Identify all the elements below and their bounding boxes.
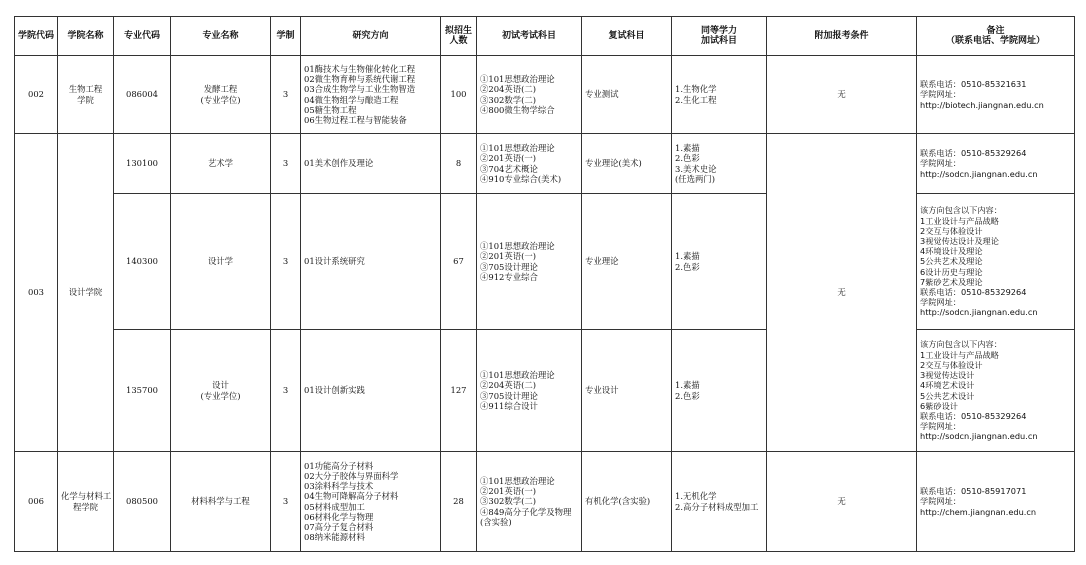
cell-line: 1.素描 bbox=[675, 251, 700, 262]
exam-subjects bbox=[477, 194, 582, 330]
cell-line: 02大分子胶体与界面科学 bbox=[304, 470, 399, 481]
cell-line: 2交互与体验设计 bbox=[920, 359, 983, 370]
cell-line: ④800微生物学综合 bbox=[480, 104, 555, 115]
cell-line: 4环境设计及理论 bbox=[920, 246, 983, 257]
cell-line: 5公共艺术及理论 bbox=[920, 256, 983, 267]
header-major-code: 专业代码 bbox=[114, 17, 171, 56]
school-name: 生物工程 学院 bbox=[58, 56, 114, 134]
cell-line: 1工业设计与产品战略 bbox=[920, 349, 999, 360]
header-row bbox=[15, 17, 1075, 56]
exam-subjects bbox=[477, 134, 582, 194]
notes bbox=[917, 194, 1075, 330]
retest-subject: 有机化学(含实验) bbox=[582, 452, 672, 552]
cell-line: 01设计创新实践 bbox=[304, 385, 365, 396]
header-exam: 初试考试科目 bbox=[477, 17, 582, 56]
cell-line: 2.色彩 bbox=[675, 261, 700, 272]
cell-line: 3视觉传达设计 bbox=[920, 370, 975, 381]
cell-line: ③704艺术概论 bbox=[480, 163, 538, 174]
cell-line: http://chem.jiangnan.edu.cn bbox=[920, 506, 1037, 517]
major-name: 设计 (专业学位) bbox=[171, 330, 271, 452]
major-code: 130100 bbox=[114, 134, 171, 194]
header-quota: 拟招生 人数 bbox=[441, 17, 477, 56]
cell-line: 07高分子复合材料 bbox=[304, 521, 374, 532]
cell-line: 1.素描 bbox=[675, 380, 700, 391]
header-retest: 复试科目 bbox=[582, 17, 672, 56]
notes bbox=[917, 330, 1075, 452]
major-name: 发酵工程 (专业学位) bbox=[171, 56, 271, 134]
research-directions bbox=[301, 452, 441, 552]
extra-subjects bbox=[672, 330, 767, 452]
cell-line: 4环境艺术设计 bbox=[920, 380, 975, 391]
cell-line: 04生物可降解高分子材料 bbox=[304, 491, 399, 502]
retest-subject: 专业理论 bbox=[582, 194, 672, 330]
cell-line: ②204英语(二) bbox=[480, 84, 537, 95]
research-directions bbox=[301, 134, 441, 194]
major-code: 140300 bbox=[114, 194, 171, 330]
research-directions bbox=[301, 194, 441, 330]
exam-subjects bbox=[477, 452, 582, 552]
cell-line: ③705设计理论 bbox=[480, 390, 538, 401]
exam-subjects bbox=[477, 330, 582, 452]
cell-line: 06材料化学与物理 bbox=[304, 511, 374, 522]
exam-subjects bbox=[477, 56, 582, 134]
cell-line: ④910专业综合(美术) bbox=[480, 173, 562, 184]
cell-line: 联系电话：0510-85329264 bbox=[920, 148, 1027, 159]
quota: 127 bbox=[441, 330, 477, 452]
cell-line: ①101思想政治理论 bbox=[480, 241, 555, 252]
cell-line: 联系电话：0510-85329264 bbox=[920, 287, 1027, 297]
cell-line: 2.色彩 bbox=[675, 153, 700, 164]
cell-line: 01酶技术与生物催化转化工程 bbox=[304, 63, 416, 74]
header-extra: 同等学力 加试科目 bbox=[672, 17, 767, 56]
cell-line: 该方向包含以下内容： bbox=[920, 205, 1002, 216]
cell-line: 3视觉传达设计及理论 bbox=[920, 235, 999, 246]
table-row bbox=[15, 134, 1075, 194]
notes bbox=[917, 56, 1075, 134]
cell-line: ②204英语(二) bbox=[480, 380, 537, 391]
cell-line: 学院网址： bbox=[920, 158, 961, 169]
cell-line: 5公共艺术设计 bbox=[920, 390, 975, 401]
notes bbox=[917, 134, 1075, 194]
school-name: 设计学院 bbox=[58, 134, 114, 452]
extra-subjects bbox=[672, 56, 767, 134]
cell-line: ④849高分子化学及物理(含实验) bbox=[480, 506, 572, 527]
cell-line: 1.素描 bbox=[675, 143, 700, 154]
header-school-code: 学院代码 bbox=[15, 17, 58, 56]
conditions: 无 bbox=[767, 452, 917, 552]
cell-line: ②201英语(一) bbox=[480, 153, 537, 164]
cell-line: http://sodcn.jiangnan.edu.cn bbox=[920, 431, 1038, 442]
admissions-table bbox=[14, 16, 1075, 552]
cell-line: 1.无机化学 bbox=[675, 491, 717, 502]
school-name: 化学与材料工 程学院 bbox=[58, 452, 114, 552]
cell-line: 该方向包含以下内容： bbox=[920, 339, 1002, 350]
cell-line: 01设计系统研究 bbox=[304, 256, 365, 267]
cell-line: 6设计历史与理论 bbox=[920, 266, 983, 277]
cell-line: ③302数学(二) bbox=[480, 94, 537, 105]
years: 3 bbox=[271, 134, 301, 194]
cell-line: 08纳米能源材料 bbox=[304, 532, 365, 543]
quota: 100 bbox=[441, 56, 477, 134]
cell-line: 学院网址： bbox=[920, 297, 961, 308]
school-code: 002 bbox=[15, 56, 58, 134]
cell-line: 2.色彩 bbox=[675, 390, 700, 401]
cell-line: http://sodcn.jiangnan.edu.cn bbox=[920, 168, 1038, 179]
cell-line: 03合成生物学与工业生物智造 bbox=[304, 84, 416, 95]
cell-line: 3.美术史论 bbox=[675, 163, 717, 174]
table-row bbox=[15, 452, 1075, 552]
years: 3 bbox=[271, 194, 301, 330]
major-code: 080500 bbox=[114, 452, 171, 552]
conditions: 无 bbox=[767, 56, 917, 134]
cell-line: 05糖生物工程 bbox=[304, 104, 357, 115]
cell-line: ①101思想政治理论 bbox=[480, 74, 555, 85]
cell-line: 1.生物化学 bbox=[675, 84, 717, 95]
header-notes: 备注 （联系电话、学院网址） bbox=[917, 17, 1075, 56]
cell-line: 01功能高分子材料 bbox=[304, 460, 374, 471]
years: 3 bbox=[271, 330, 301, 452]
cell-line: 7紫砂艺术及理论 bbox=[920, 276, 983, 287]
cell-line: 联系电话：0510-85321631 bbox=[920, 79, 1027, 90]
cell-line: ①101思想政治理论 bbox=[480, 370, 555, 381]
years: 3 bbox=[271, 452, 301, 552]
header-years: 学制 bbox=[271, 17, 301, 56]
major-name: 设计学 bbox=[171, 194, 271, 330]
cell-line: 联系电话：0510-85329264 bbox=[920, 410, 1027, 421]
cell-line: 6紫砂设计 bbox=[920, 400, 958, 411]
major-name: 艺术学 bbox=[171, 134, 271, 194]
cell-line: 2交互与体验设计 bbox=[920, 225, 983, 236]
retest-subject: 专业测试 bbox=[582, 56, 672, 134]
cell-line: ②201英语(一) bbox=[480, 251, 537, 262]
cell-line: 01美术创作及理论 bbox=[304, 158, 374, 169]
cell-line: (任选两门) bbox=[675, 173, 716, 184]
quota: 28 bbox=[441, 452, 477, 552]
table-row bbox=[15, 56, 1075, 134]
cell-line: 学院网址： bbox=[920, 496, 961, 507]
extra-subjects bbox=[672, 194, 767, 330]
quota: 8 bbox=[441, 134, 477, 194]
header-conditions: 附加报考条件 bbox=[767, 17, 917, 56]
research-directions bbox=[301, 330, 441, 452]
cell-line: ③705设计理论 bbox=[480, 261, 538, 272]
cell-line: 2.高分子材料成型加工 bbox=[675, 501, 759, 512]
cell-line: 学院网址： bbox=[920, 421, 961, 432]
school-code: 006 bbox=[15, 452, 58, 552]
cell-line: ①101思想政治理论 bbox=[480, 475, 555, 486]
cell-line: ①101思想政治理论 bbox=[480, 143, 555, 154]
header-major-name: 专业名称 bbox=[171, 17, 271, 56]
major-name: 材料科学与工程 bbox=[171, 452, 271, 552]
conditions: 无 bbox=[767, 134, 917, 452]
retest-subject: 专业设计 bbox=[582, 330, 672, 452]
cell-line: ③302数学(二) bbox=[480, 496, 537, 507]
header-school-name: 学院名称 bbox=[58, 17, 114, 56]
cell-line: http://biotech.jiangnan.edu.cn bbox=[920, 99, 1044, 110]
cell-line: 05材料成型加工 bbox=[304, 501, 365, 512]
cell-line: 02微生物育种与系统代谢工程 bbox=[304, 74, 416, 85]
cell-line: 联系电话：0510-85917071 bbox=[920, 486, 1027, 497]
cell-line: ②201英语(一) bbox=[480, 486, 537, 497]
cell-line: ④911综合设计 bbox=[480, 400, 538, 411]
major-code: 086004 bbox=[114, 56, 171, 134]
extra-subjects bbox=[672, 452, 767, 552]
school-code: 003 bbox=[15, 134, 58, 452]
cell-line: 学院网址： bbox=[920, 89, 961, 100]
cell-line: 03涂料科学与技术 bbox=[304, 481, 374, 492]
cell-line: http://sodcn.jiangnan.edu.cn bbox=[920, 307, 1038, 318]
retest-subject: 专业理论(美术) bbox=[582, 134, 672, 194]
major-code: 135700 bbox=[114, 330, 171, 452]
cell-line: 06生物过程工程与智能装备 bbox=[304, 114, 407, 125]
cell-line: 1工业设计与产品战略 bbox=[920, 215, 999, 226]
years: 3 bbox=[271, 56, 301, 134]
research-directions bbox=[301, 56, 441, 134]
header-research: 研究方向 bbox=[301, 17, 441, 56]
cell-line: 04微生物组学与酿造工程 bbox=[304, 94, 399, 105]
notes bbox=[917, 452, 1075, 552]
quota: 67 bbox=[441, 194, 477, 330]
extra-subjects bbox=[672, 134, 767, 194]
cell-line: 2.生化工程 bbox=[675, 94, 717, 105]
cell-line: ④912专业综合 bbox=[480, 271, 538, 282]
